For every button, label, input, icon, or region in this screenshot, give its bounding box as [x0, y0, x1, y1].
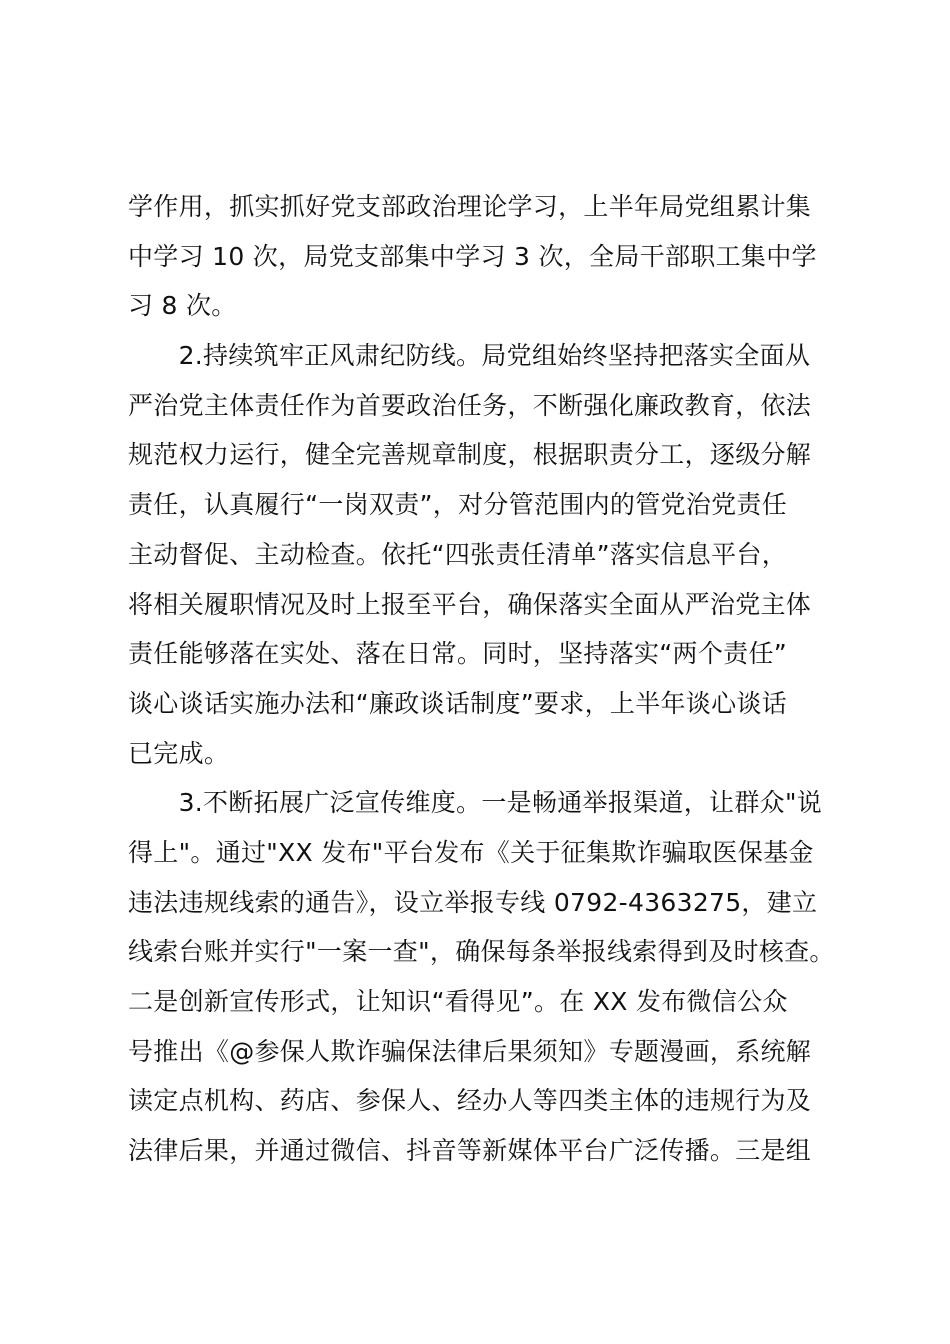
text-line: 号推出《@参保人欺诈骗保法律后果须知》专题漫画，系统解 — [128, 1036, 812, 1066]
text-line: 主动督促、主动检查。依托“四张责任清单”落实信息平台， — [128, 539, 788, 569]
text-line: 得上"。通过"XX 发布"平台发布《关于征集欺诈骗取医保基金 — [128, 837, 814, 867]
text-line: 习 8 次。 — [128, 291, 237, 321]
text-line: 严治党主体责任作为首要政治任务，不断强化廉政教育，依法 — [128, 390, 812, 420]
text-line: 学作用，抓实抓好党支部政治理论学习，上半年局党组累计集 — [128, 192, 812, 221]
text-line: 规范权力运行，健全完善规章制度，根据职责分工，逐级分解 — [128, 440, 812, 470]
text-line: 线索台账并实行"一案一查"，确保每条举报线索得到及时核查。 — [128, 937, 835, 967]
text-line: 谈心谈话实施办法和“廉政谈话制度”要求，上半年谈心谈话 — [128, 688, 788, 718]
text-line: 二是创新宣传形式，让知识“看得见”。在 XX 发布微信公众 — [128, 987, 788, 1016]
text-line: 3.不断拓展广泛宣传维度。一是畅通举报渠道，让群众"说 — [128, 788, 823, 818]
text-line: 法律后果，并通过微信、抖音等新媒体平台广泛传播。三是组 — [128, 1136, 812, 1166]
text-line: 已完成。 — [128, 738, 230, 768]
text-line: 读定点机构、药店、参保人、经办人等四类主体的违规行为及 — [128, 1086, 812, 1116]
text-line: 责任，认真履行“一岗双责”，对分管范围内的管党治党责任 — [128, 490, 788, 520]
text-line: 2.持续筑牢正风肃纪防线。局党组始终坚持把落实全面从 — [128, 341, 811, 371]
body-text — [128, 182, 850, 1176]
text-line: 将相关履职情况及时上报至平台，确保落实全面从严治党主体 — [128, 589, 812, 619]
text-line: 中学习 10 次，局党支部集中学习 3 次，全局干部职工集中学 — [128, 241, 817, 271]
text-line: 违法违规线索的通告》，设立举报专线 0792-4363275，建立 — [128, 887, 818, 917]
text-line: 责任能够落在实处、落在日常。同时，坚持落实“两个责任” — [128, 639, 788, 669]
